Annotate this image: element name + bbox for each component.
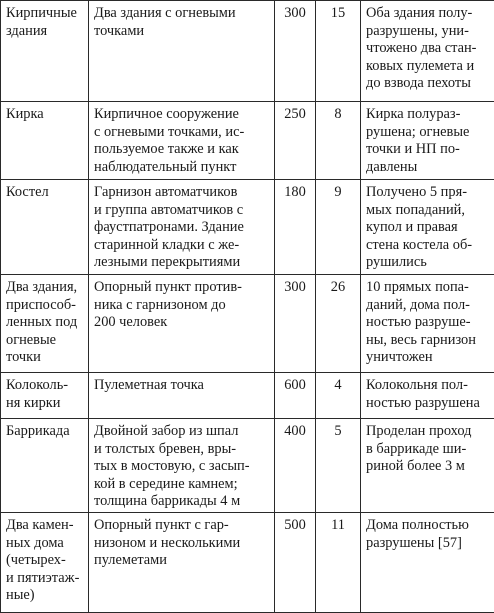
cell-text-line: Два здания с огневыми (94, 5, 270, 23)
cell-text-line: Опорный пункт с гар- (94, 517, 270, 535)
result-cell (361, 180, 494, 275)
cell-text-line: (четырех- (6, 552, 84, 570)
cell-text-line: огневые (6, 332, 84, 350)
cell-text-line: стена костела об- (366, 237, 490, 255)
description-cell (89, 373, 275, 419)
shells-cell: 4 (316, 373, 361, 419)
description-cell (89, 419, 275, 513)
table-row (1, 419, 494, 513)
table-body (1, 1, 494, 613)
cell-text-line: Гарнизон автоматчиков (94, 184, 270, 202)
cell-text-line: наблюдательный пункт (94, 159, 270, 177)
cell-text-line: 10 прямых попа- (366, 279, 490, 297)
cell-text-line: риной более 3 м (366, 458, 490, 476)
distance-cell: 300 (275, 275, 316, 373)
cell-text-line: Пулеметная точка (94, 377, 270, 395)
cell-text-line: чтожено два стан- (366, 40, 490, 58)
cell-text-line: точки и НП по- (366, 141, 490, 159)
cell-text-line: разрушены, уни- (366, 23, 490, 41)
description-cell (89, 180, 275, 275)
object-cell (1, 513, 89, 613)
table-row (1, 513, 494, 613)
result-cell (361, 102, 494, 180)
object-cell (1, 419, 89, 513)
table-row (1, 102, 494, 180)
cell-text-line: ностью разруше- (366, 314, 490, 332)
cell-text-line: пулеметами (94, 552, 270, 570)
cell-text-line: ленных под (6, 314, 84, 332)
description-cell (89, 102, 275, 180)
cell-text-line: Колокольня пол- (366, 377, 490, 395)
table-row (1, 1, 494, 102)
cell-text-line: в баррикаде ши- (366, 441, 490, 459)
cell-text-line: рушились (366, 254, 490, 272)
cell-text-line: ностью разрушена (366, 395, 490, 413)
cell-text-line: Кирка (6, 106, 84, 124)
result-cell (361, 513, 494, 613)
object-cell (1, 180, 89, 275)
cell-text-line: с огневыми точками, ис- (94, 124, 270, 142)
distance-cell: 400 (275, 419, 316, 513)
table-row (1, 275, 494, 373)
cell-text-line: Двойной забор из шпал (94, 423, 270, 441)
object-cell (1, 102, 89, 180)
cell-text-line: фаустпатронами. Здание (94, 219, 270, 237)
cell-text-line: Дома полностью (366, 517, 490, 535)
cell-text-line: Костел (6, 184, 84, 202)
result-cell (361, 419, 494, 513)
cell-text-line: толщина баррикады 4 м (94, 493, 270, 511)
cell-text-line: Кирпичные (6, 5, 84, 23)
cell-text-line: Опорный пункт против- (94, 279, 270, 297)
cell-text-line: точками (94, 23, 270, 41)
distance-cell: 180 (275, 180, 316, 275)
result-cell (361, 373, 494, 419)
table-row (1, 180, 494, 275)
object-cell (1, 275, 89, 373)
cell-text-line: мых попаданий, (366, 202, 490, 220)
cell-text-line: давлены (366, 159, 490, 177)
cell-text-line: точки (6, 349, 84, 367)
distance-cell: 500 (275, 513, 316, 613)
cell-text-line: низоном и несколькими (94, 535, 270, 553)
distance-cell: 300 (275, 1, 316, 102)
cell-text-line: рушена; огневые (366, 124, 490, 142)
cell-text-line: лезными перекрытиями (94, 254, 270, 272)
cell-text-line: Получено 5 пря- (366, 184, 490, 202)
description-cell (89, 275, 275, 373)
cell-text-line: купол и правая (366, 219, 490, 237)
cell-text-line: пользуемое также и как (94, 141, 270, 159)
shells-cell: 11 (316, 513, 361, 613)
cell-text-line: Кирка полураз- (366, 106, 490, 124)
cell-text-line: Кирпичное сооружение (94, 106, 270, 124)
shells-cell: 9 (316, 180, 361, 275)
cell-text-line: здания (6, 23, 84, 41)
result-cell (361, 275, 494, 373)
cell-text-line: до взвода пехоты (366, 75, 490, 93)
cell-text-line: Два камен- (6, 517, 84, 535)
cell-text-line: Колоколь- (6, 377, 84, 395)
cell-text-line: ня кирки (6, 395, 84, 413)
table-row (1, 373, 494, 419)
cell-text-line: и группа автоматчиков с (94, 202, 270, 220)
description-cell (89, 1, 275, 102)
cell-text-line: уничтожен (366, 349, 490, 367)
shells-cell: 8 (316, 102, 361, 180)
cell-text-line: разрушены [57] (366, 535, 490, 553)
cell-text-line: кой в середине камнем; (94, 476, 270, 494)
cell-text-line: Два здания, (6, 279, 84, 297)
cell-text-line: ника с гарнизоном до (94, 297, 270, 315)
result-cell (361, 1, 494, 102)
cell-text-line: и толстых бревен, вры- (94, 441, 270, 459)
shells-cell: 5 (316, 419, 361, 513)
cell-text-line: даний, дома пол- (366, 297, 490, 315)
cell-text-line: приспособ- (6, 297, 84, 315)
shells-cell: 26 (316, 275, 361, 373)
cell-text-line: Проделан проход (366, 423, 490, 441)
cell-text-line: ных дома (6, 535, 84, 553)
cell-text-line: тых в мостовую, с засып- (94, 458, 270, 476)
shells-cell: 15 (316, 1, 361, 102)
cell-text-line: и пятиэтаж- (6, 570, 84, 588)
cell-text-line: ны, весь гарнизон (366, 332, 490, 350)
cell-text-line: старинной кладки с же- (94, 237, 270, 255)
cell-text-line: Оба здания полу- (366, 5, 490, 23)
cell-text-line: Баррикада (6, 423, 84, 441)
cell-text-line: ковых пулемета и (366, 58, 490, 76)
object-cell (1, 1, 89, 102)
object-cell (1, 373, 89, 419)
cell-text-line: 200 человек (94, 314, 270, 332)
distance-cell: 250 (275, 102, 316, 180)
cell-text-line: ные) (6, 587, 84, 605)
distance-cell: 600 (275, 373, 316, 419)
description-cell (89, 513, 275, 613)
